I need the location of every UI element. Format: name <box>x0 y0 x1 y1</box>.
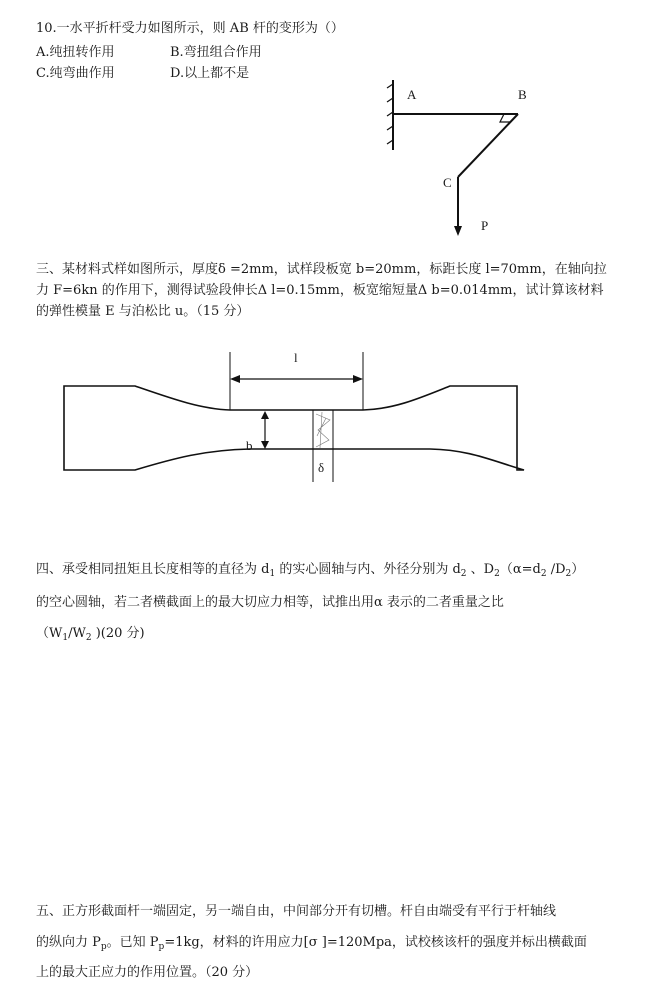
specimen-diagram <box>64 352 524 482</box>
q4-line-2: 的空心圆轴，若二者横截面上的最大切应力相等，试推出用α 表示的二者重量之比 <box>36 595 504 610</box>
subscript: 2 <box>540 569 547 579</box>
q5-line-3: 上的最大正应力的作用位置。（20 分） <box>36 965 259 980</box>
text: 四、承受相同扭矩且长度相等的直径为 d <box>36 562 270 577</box>
subscript: 2 <box>565 569 572 579</box>
q4-line-3 <box>36 626 145 646</box>
q5-line-1: 五、正方形截面杆一端固定，另一端自由，中间部分开有切槽。杆自由端受有平行于杆轴线 <box>36 904 557 919</box>
bent-bar-diagram <box>387 80 518 236</box>
subscript: 2 <box>494 569 500 579</box>
text: ） <box>571 562 585 577</box>
text: /D <box>546 562 566 577</box>
q10-option-a: A.纯扭转作用 <box>36 45 115 60</box>
q10-option-d: D.以上都不是 <box>170 66 250 81</box>
q3-line-2: 力 F=6kn 的作用下，测得试验段伸长Δ l=0.15mm，板宽缩短量Δ b=0.014mm，试计算该材料 <box>36 283 604 298</box>
subscript: 1 <box>62 633 69 643</box>
q3-line-3: 的弹性模量 E 与泊松比 u。（15 分） <box>36 304 250 319</box>
subscript: 2 <box>85 633 92 643</box>
q4-line-1 <box>36 562 584 582</box>
subscript: p <box>100 942 107 952</box>
subscript: 1 <box>269 569 276 579</box>
q3-line-1: 三、某材料式样如图所示，厚度δ =2mm，试样段板宽 b=20mm，标距长度 l=70mm，在轴向拉 <box>36 262 607 277</box>
label-b: B <box>518 87 527 102</box>
text: )(20 分) <box>91 626 145 641</box>
q10-stem: 10.一水平折杆受力如图所示，则 AB 杆的变形为（） <box>36 21 344 36</box>
text: 。已知 P <box>106 935 159 950</box>
subscript: p <box>158 942 165 952</box>
label-b-width: b <box>246 438 253 453</box>
text: 的实心圆轴与内、外径分别为 d <box>275 562 461 577</box>
text: 、D <box>466 562 495 577</box>
text: /W <box>68 626 86 641</box>
label-a: A <box>407 87 417 102</box>
q10-option-c: C.纯弯曲作用 <box>36 66 115 81</box>
text: =1kg，材料的许用应力[σ ]=120Mpa，试校核该杆的强度并标出横截面 <box>164 935 587 950</box>
q10-option-b: B.弯扭组合作用 <box>170 45 262 60</box>
text: （α=d <box>499 562 541 577</box>
subscript: 2 <box>460 569 467 579</box>
label-l: l <box>294 350 298 365</box>
label-c: C <box>443 175 452 190</box>
q5-line-2 <box>36 935 587 955</box>
text: 的纵向力 P <box>36 935 101 950</box>
label-p: P <box>481 218 489 233</box>
label-delta: δ <box>318 460 325 475</box>
text: （W <box>36 626 63 641</box>
